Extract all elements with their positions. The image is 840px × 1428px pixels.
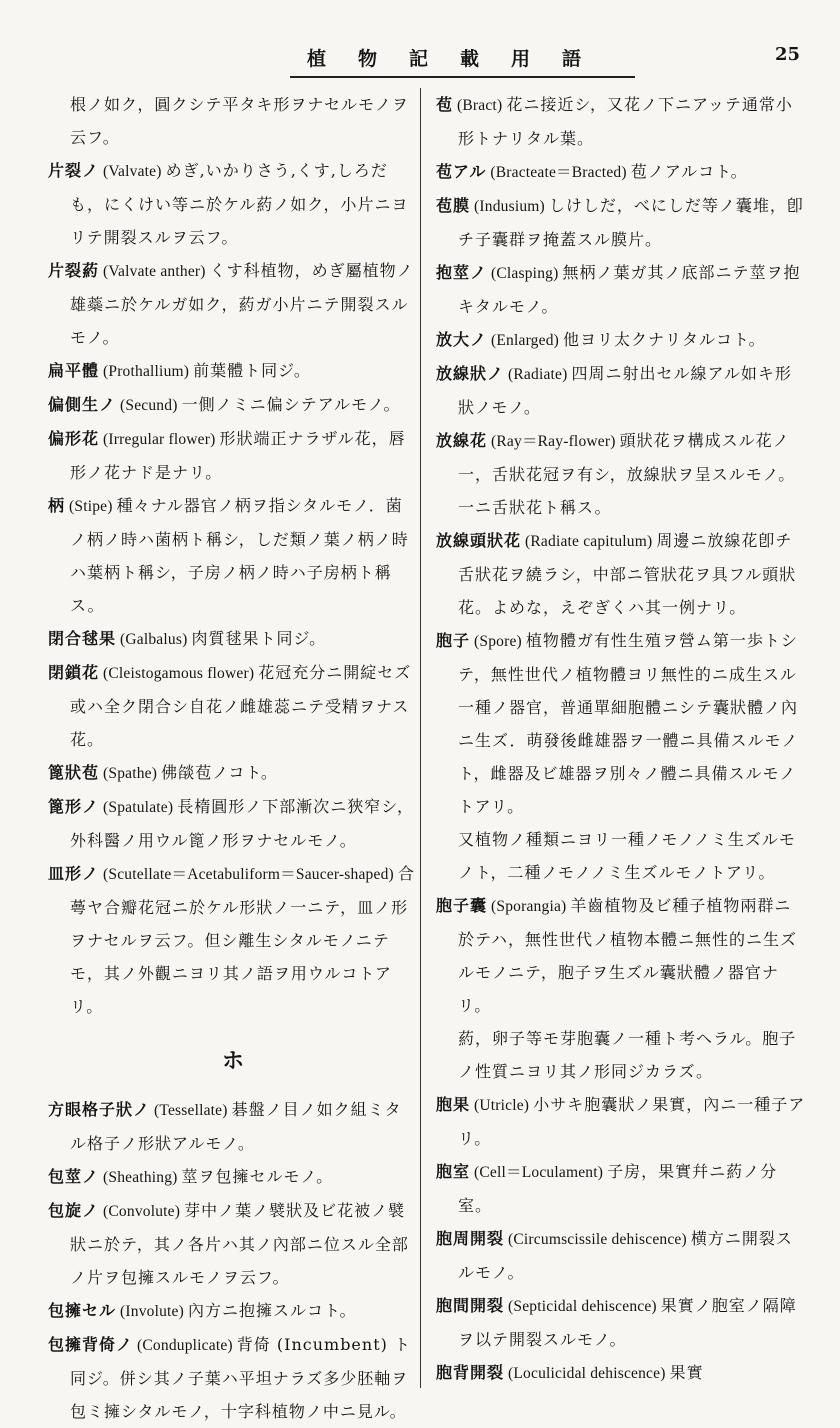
- definition: しけしだ，べにしだ等ノ囊堆，卽チ子囊群ヲ掩蓋スル膜片。: [458, 196, 804, 249]
- glossary-entry: [436, 88, 806, 155]
- definition: 頭狀花ヲ構成スル花ノ一，舌狀花冠ヲ有シ，放線狀ヲ呈スルモノ。一ニ舌狀花ト稱ス。: [458, 431, 796, 517]
- definition: 根ノ如ク，圓クシテ平タキ形ヲナセルモノヲ云フ。: [70, 95, 409, 147]
- definition: 一側ノミニ偏シテアルモノ。: [181, 395, 401, 414]
- page-header: [40, 44, 800, 84]
- definition: 長楕圓形ノ下部漸次ニ狹窄シ，外科醫ノ用ウル篦ノ形ヲナセルモノ。: [70, 797, 414, 850]
- term-heading: 篦形ノ: [48, 797, 100, 816]
- left-column: [48, 88, 418, 1428]
- glossary-entry: [48, 354, 418, 388]
- latin-term: (Enlarged): [491, 332, 560, 349]
- term-heading: 胞間開裂: [436, 1296, 505, 1315]
- term-heading: 皿形ノ: [48, 864, 100, 883]
- term-heading: 閉鎖花: [48, 663, 100, 682]
- latin-term: (Valvate anther): [103, 263, 206, 280]
- latin-term: (Prothallium): [103, 363, 190, 380]
- glossary-entry: [48, 1194, 418, 1294]
- definition: 花冠充分ニ開綻セズ或ハ全ク閉合シ自花ノ雌雄蕊ニテ受精ヲナス花。: [70, 663, 412, 749]
- definition: くす科植物，めぎ屬植物ノ雄蘂ニ於ケルガ如ク，葯ガ小片ニテ開裂スルモノ。: [70, 261, 414, 347]
- term-heading: 放線花: [436, 431, 488, 450]
- definition: 植物體ガ有性生殖ヲ營ム第一歩トシテ，無性世代ノ植物體ヨリ無性的ニ成生スル一種ノ器官，普通單細胞體ニシテ囊狀體ノ內ニ生ズ．萌發後雌雄器ヲ一體ニ具備スルモノト，雌器及ビ雄器ヲ別々ノ體ニ具備スルモノトアリ。: [458, 631, 799, 816]
- glossary-entry: [436, 189, 806, 256]
- term-heading: 偏形花: [48, 429, 100, 448]
- term-heading: 放大ノ: [436, 330, 488, 349]
- definition: 莖ヲ包擁セルモノ。: [181, 1167, 334, 1186]
- definition: 肉質毬果ト同ジ。: [191, 629, 327, 648]
- latin-term: (Spathe): [103, 765, 158, 782]
- latin-term: (Secund): [120, 397, 178, 414]
- glossary-entry: [48, 154, 418, 254]
- term-heading: 抱莖ノ: [436, 263, 488, 282]
- glossary-entry: [48, 622, 418, 656]
- glossary-entry: [436, 624, 806, 823]
- term-heading: 胞背開裂: [436, 1363, 505, 1382]
- latin-term: (Spatulate): [103, 799, 174, 816]
- glossary-entry: [436, 1155, 806, 1222]
- column-divider: [420, 88, 421, 1388]
- definition: 果實: [669, 1363, 704, 1382]
- glossary-entry: [436, 323, 806, 357]
- latin-term: (Involute): [120, 1303, 184, 1320]
- section-heading: ホ: [221, 1048, 244, 1074]
- definition: 前葉體ト同ジ。: [193, 361, 311, 380]
- definition: 苞ノアルコト。: [630, 162, 748, 181]
- entry-continuation: [436, 1022, 806, 1088]
- latin-term: (Sporangia): [491, 898, 567, 915]
- page-number: 25: [774, 44, 800, 65]
- definition: 羊齒植物及ビ種子植物兩群ニ於テハ，無性世代ノ植物本體ニ無性的ニ生ズルモノニテ，胞子ヲ生ズル囊狀體ノ器官ナリ。: [458, 896, 798, 1015]
- glossary-entry: [48, 1160, 418, 1194]
- definition: 四周ニ射出セル線アル如キ形狀ノモノ。: [458, 364, 792, 417]
- latin-term: (Stipe): [69, 498, 113, 515]
- glossary-entry: [48, 254, 418, 354]
- glossary-entry: [48, 1093, 418, 1160]
- definition: 又植物ノ種類ニヨリ一種ノモノノミ生ズルモノト，二種ノモノノミ生ズルモノトアリ。: [458, 830, 796, 882]
- term-heading: 包莖ノ: [48, 1167, 100, 1186]
- latin-term: (Irregular flower): [103, 431, 216, 448]
- glossary-entry: [48, 656, 418, 756]
- term-heading: 胞子囊: [436, 896, 488, 915]
- term-heading: 包擁セル: [48, 1301, 117, 1320]
- latin-term: (Valvate): [103, 163, 162, 180]
- term-heading: 胞周開裂: [436, 1229, 505, 1248]
- entry-continuation: [48, 88, 418, 154]
- latin-term: (Clasping): [491, 265, 559, 282]
- latin-term: (Ray＝Ray-flower): [491, 433, 616, 450]
- latin-term: (Radiate): [508, 366, 568, 383]
- term-heading: 扁平體: [48, 361, 100, 380]
- glossary-entry: [48, 489, 418, 622]
- term-heading: 片裂葯: [48, 261, 100, 280]
- definition: 種々ナル器官ノ柄ヲ指シタルモノ．菌ノ柄ノ時ハ菌柄ト稱シ，しだ類ノ葉ノ柄ノ時ハ葉柄ト稱シ，子房ノ柄ノ時ハ子房柄ト稱ス。: [70, 496, 409, 615]
- latin-term: (Bract): [457, 97, 503, 114]
- term-heading: 苞: [436, 95, 454, 114]
- latin-term: (Indusium): [474, 198, 545, 215]
- definition: 背倚 (Incumbent) ト同ジ。併シ其ノ子葉ハ平坦ナラズ多少胚軸ヲ包ミ擁シタルモノ，十字科植物ノ中ニ見ル。: [70, 1335, 411, 1421]
- glossary-entry: [436, 1289, 806, 1356]
- definition: 內方ニ抱擁スルコト。: [188, 1301, 357, 1320]
- definition: 小サキ胞囊狀ノ果實，內ニ一種子アリ。: [458, 1095, 806, 1148]
- latin-term: (Cleistogamous flower): [103, 665, 255, 682]
- definition: 子房，果實幷ニ葯ノ分室。: [458, 1162, 778, 1215]
- glossary-entry: [48, 1328, 418, 1428]
- glossary-entry: [436, 889, 806, 1022]
- glossary-entry: [48, 857, 418, 1023]
- glossary-entry: [436, 155, 806, 189]
- term-heading: 放線狀ノ: [436, 364, 505, 383]
- definition: 花ニ接近シ，又花ノ下ニアッテ通常小形トナリタル葉。: [458, 95, 793, 148]
- glossary-entry: [436, 1088, 806, 1155]
- glossary-entry: [436, 524, 806, 624]
- latin-term: (Scutellate＝Acetabuliform＝Saucer-shaped): [103, 866, 394, 883]
- term-heading: 方眼格子狀ノ: [48, 1100, 151, 1119]
- term-heading: 包旋ノ: [48, 1201, 100, 1220]
- term-heading: 放線頭狀花: [436, 531, 522, 550]
- latin-term: (Septicidal dehiscence): [508, 1298, 657, 1315]
- latin-term: (Tessellate): [154, 1102, 228, 1119]
- definition: 葯，卵子等モ芽胞囊ノ一種ト考ヘラル。胞子ノ性質ニヨリ其ノ形同ジカラズ。: [458, 1029, 797, 1081]
- glossary-entry: [436, 424, 806, 524]
- latin-term: (Loculicidal dehiscence): [508, 1365, 666, 1382]
- latin-term: (Sheathing): [103, 1169, 178, 1186]
- definition: 合蕚ヤ合瓣花冠ニ於ケル形狀ノ一ニテ，皿ノ形ヲナセルヲ云フ。但シ離生シタルモノニテモ，其ノ外觀ニヨリ其ノ語ヲ用ウルコトアリ。: [70, 864, 415, 1016]
- latin-term: (Bracteate＝Bracted): [490, 164, 627, 181]
- definition: 周邊ニ放線花卽チ舌狀花ヲ繞ラシ，中部ニ管狀花ヲ具フル頭狀花。よめな，えぞぎくハ其一例ナリ。: [458, 531, 797, 617]
- definition: 碁盤ノ目ノ如ク組ミタル格子ノ形狀アルモノ。: [70, 1100, 402, 1153]
- glossary-entry: [436, 1356, 806, 1390]
- glossary-entry: [48, 790, 418, 857]
- latin-term: (Spore): [474, 633, 522, 650]
- term-heading: 苞膜: [436, 196, 471, 215]
- latin-term: (Utricle): [474, 1097, 530, 1114]
- page-title: 植物記載用語: [306, 48, 613, 70]
- definition: めぎ,いかりさう,くす,しろだも，にくけい等ニ於ケル葯ノ如ク，小片ニヨリテ開裂スルヲ云フ。: [70, 161, 409, 247]
- latin-term: (Radiate capitulum): [525, 533, 653, 550]
- term-heading: 柄: [48, 496, 66, 515]
- definition: 他ヨリ太クナリタルコト。: [563, 330, 766, 349]
- term-heading: 胞果: [436, 1095, 471, 1114]
- latin-term: (Cell＝Loculament): [474, 1164, 604, 1181]
- term-heading: 胞子: [436, 631, 471, 650]
- header-rule: [290, 76, 635, 78]
- glossary-entry: [436, 357, 806, 424]
- term-heading: 包擁背倚ノ: [48, 1335, 134, 1354]
- latin-term: (Circumscissile dehiscence): [508, 1231, 687, 1248]
- entry-continuation: [436, 823, 806, 889]
- latin-term: (Galbalus): [120, 631, 188, 648]
- term-heading: 片裂ノ: [48, 161, 100, 180]
- latin-term: (Convolute): [103, 1203, 181, 1220]
- definition: 芽中ノ葉ノ襞狀及ビ花被ノ襞狀ニ於テ，其ノ各片ハ其ノ內部ニ位スル全部ノ片ヲ包擁スルモノヲ云フ。: [70, 1201, 409, 1287]
- glossary-entry: [436, 1222, 806, 1289]
- glossary-entry: [48, 1294, 418, 1328]
- glossary-entry: [48, 388, 418, 422]
- definition: 佛燄苞ノコト。: [161, 763, 278, 782]
- latin-term: (Conduplicate): [137, 1337, 233, 1354]
- right-column: [436, 88, 806, 1390]
- term-heading: 苞アル: [436, 162, 487, 181]
- glossary-entry: [48, 756, 418, 790]
- definition: 形狀端正ナラザル花，唇形ノ花ナド是ナリ。: [70, 429, 406, 482]
- definition: 果實ノ胞室ノ隔障ヲ以テ開裂スルモノ。: [458, 1296, 797, 1349]
- definition: 無柄ノ葉ガ其ノ底部ニテ莖ヲ抱キタルモノ。: [458, 263, 801, 316]
- definition: 横方ニ開裂スルモノ。: [458, 1229, 793, 1282]
- term-heading: 胞室: [436, 1162, 471, 1181]
- glossary-entry: [48, 422, 418, 489]
- term-heading: 閉合毬果: [48, 629, 117, 648]
- term-heading: 篦狀苞: [48, 763, 100, 782]
- term-heading: 偏側生ノ: [48, 395, 117, 414]
- glossary-entry: [436, 256, 806, 323]
